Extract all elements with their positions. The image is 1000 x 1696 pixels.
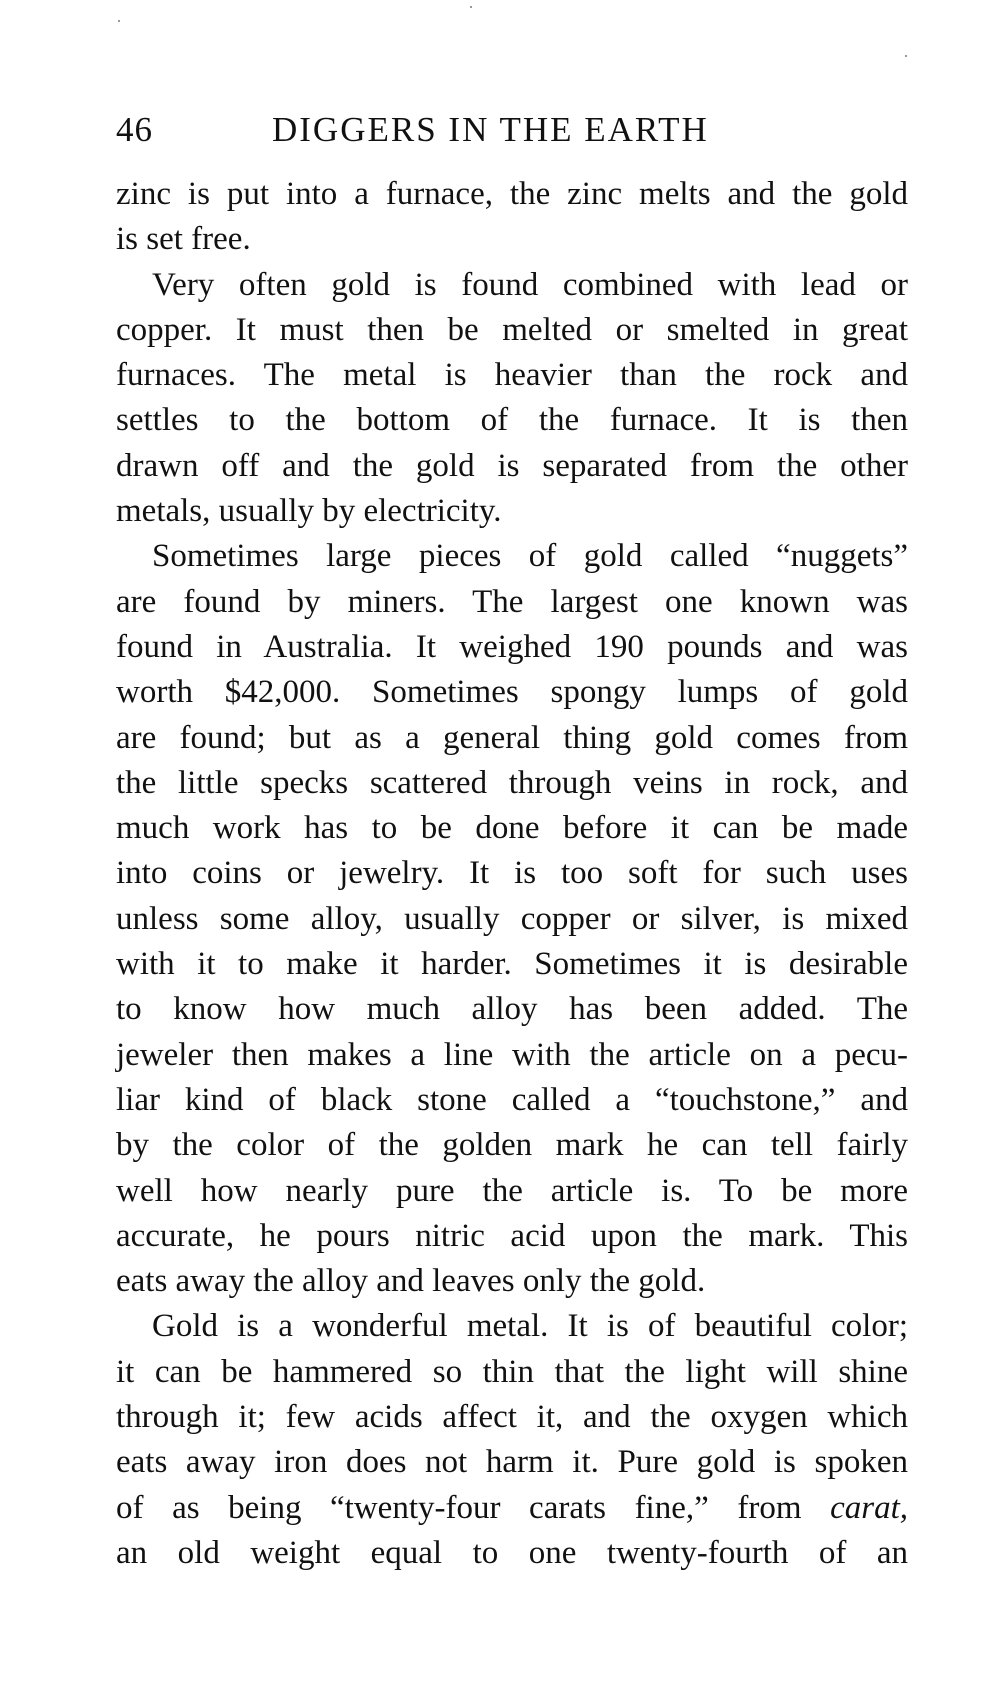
text-line: eats away the alloy and leaves only the gold.: [116, 1263, 706, 1300]
text-line: much work has to be done before it can be made: [116, 810, 908, 847]
text-line: Sometimes large pieces of gold called “nuggets”: [152, 538, 908, 575]
text-line: drawn off and the gold is separated from the other: [116, 447, 908, 484]
text-line: are found by miners. The largest one known was: [116, 583, 908, 620]
text-line: with it to make it harder. Sometimes it is desirable: [116, 946, 908, 983]
text-line: liar kind of black stone called a “touchstone,” and: [116, 1081, 908, 1118]
text-line: are found; but as a general thing gold comes from: [116, 719, 908, 756]
text-line: accurate, he pours nitric acid upon the mark. This: [116, 1217, 908, 1254]
scan-speck: [470, 6, 472, 8]
italic-word: carat,: [830, 1489, 908, 1526]
text-line: an old weight equal to one twenty-fourth of an: [116, 1534, 908, 1571]
text-line: metals, usually by electricity.: [116, 493, 502, 530]
text-line: the little specks scattered through veins in rock, and: [116, 764, 908, 801]
text-line: by the color of the golden mark he can tell fairly: [116, 1127, 908, 1164]
text-line: zinc is put into a furnace, the zinc melts and the gold: [116, 176, 908, 212]
text-line: well how nearly pure the article is. To be more: [116, 1172, 908, 1209]
text-line: worth $42,000. Sometimes spongy lumps of gold: [116, 674, 908, 711]
text-line: unless some alloy, usually copper or silver, is mixed: [116, 900, 908, 937]
scan-speck: [905, 55, 907, 57]
text-line: settles to the bottom of the furnace. It is then: [116, 402, 908, 439]
body-text: [116, 172, 908, 1576]
text-line: it can be hammered so thin that the light will shine: [116, 1353, 908, 1390]
text-line: eats away iron does not harm it. Pure gold is spoken: [116, 1444, 908, 1481]
text-line: [116, 1486, 908, 1531]
running-head: DIGGERS IN THE EARTH: [272, 110, 709, 149]
text-run: of as being “twenty-four carats fine,” from: [116, 1489, 831, 1526]
text-line: is set free.: [116, 221, 251, 258]
text-line: Very often gold is found combined with lead or: [152, 266, 908, 303]
text-line: jeweler then makes a line with the article on a pecu-: [116, 1036, 908, 1073]
text-line: found in Australia. It weighed 190 pounds and was: [116, 628, 908, 665]
text-line: into coins or jewelry. It is too soft for such uses: [116, 855, 908, 892]
text-line: copper. It must then be melted or smelted in great: [116, 311, 908, 348]
scan-speck: [118, 20, 120, 22]
text-line: through it; few acids affect it, and the oxygen which: [116, 1399, 908, 1436]
text-line: furnaces. The metal is heavier than the rock and: [116, 357, 908, 394]
page-number: 46: [116, 110, 153, 149]
page-header: [116, 110, 916, 156]
text-line: Gold is a wonderful metal. It is of beautiful color;: [152, 1308, 908, 1345]
text-line: to know how much alloy has been added. The: [116, 991, 908, 1028]
